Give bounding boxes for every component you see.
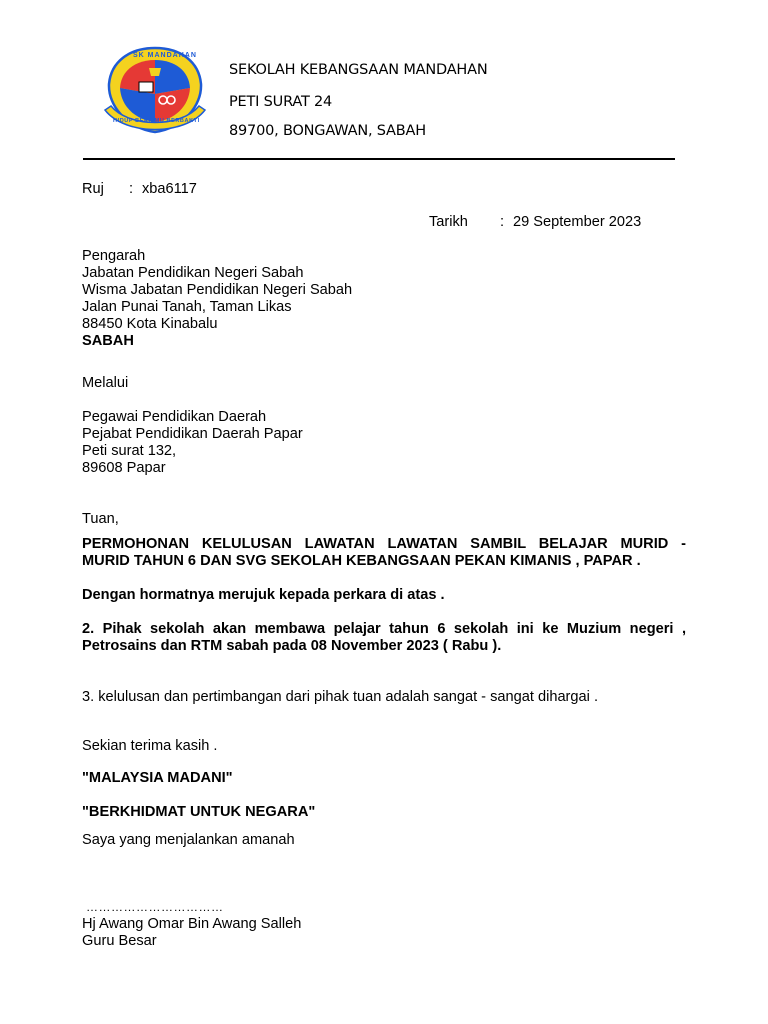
recipient-block (82, 248, 352, 350)
ref-value: xba6117 (142, 181, 197, 197)
via-line: Pejabat Pendidikan Daerah Papar (82, 426, 303, 442)
recipient-line: Pengarah (82, 248, 146, 264)
logo-text-top: SK MANDAHAN (133, 52, 197, 59)
recipient-line: 88450 Kota Kinabalu (82, 316, 218, 332)
recipient-line: Jalan Punai Tanah, Taman Likas (82, 299, 292, 315)
via-line: 89608 Papar (82, 460, 166, 476)
recipient-state: SABAH (82, 333, 134, 349)
logo-motto: HIDUP BERILMU BERBAKTI (113, 118, 200, 124)
signature-dots: …………………………… (86, 900, 224, 914)
recipient-line: Wisma Jabatan Pendidikan Negeri Sabah (82, 282, 353, 298)
via-line: Pegawai Pendidikan Daerah (82, 409, 267, 425)
ref-label: Ruj (82, 181, 104, 197)
date-value: 29 September 2023 (513, 214, 642, 230)
school-name: SEKOLAH KEBANGSAAN MANDAHAN (229, 62, 488, 78)
paragraph-2-line-2: Petrosains dan RTM sabah pada 08 November 2023 ( Rabu ). (82, 638, 502, 654)
paragraph-1: Dengan hormatnya merujuk kepada perkara di atas . (82, 587, 445, 603)
signatory-title: Guru Besar (82, 933, 157, 949)
slogan-berkhidmat: "BERKHIDMAT UNTUK NEGARA" (82, 804, 316, 820)
letterhead-divider (83, 158, 675, 160)
ref-separator: : (129, 181, 134, 197)
closing: Sekian terima kasih . (82, 738, 218, 754)
via-label: Melalui (82, 375, 129, 391)
via-line: Peti surat 132, (82, 443, 177, 459)
slogan-malaysia-madani: "MALAYSIA MADANI" (82, 770, 233, 786)
date-separator: : (500, 214, 505, 230)
signatory-name: Hj Awang Omar Bin Awang Salleh (82, 916, 302, 932)
via-block (82, 409, 303, 477)
paragraph-2-line-1: 2. Pihak sekolah akan membawa pelajar tahun 6 sekolah ini ke Muzium negeri , (82, 621, 686, 637)
trust-line: Saya yang menjalankan amanah (82, 832, 295, 848)
school-address: 89700, BONGAWAN, SABAH (229, 123, 426, 139)
recipient-line: Jabatan Pendidikan Negeri Sabah (82, 265, 304, 281)
school-po-box: PETI SURAT 24 (229, 94, 333, 110)
subject-line-2: MURID TAHUN 6 DAN SVG SEKOLAH KEBANGSAAN PEKAN KIMANIS , PAPAR . (82, 553, 641, 569)
subject-line-1: PERMOHONAN KELULUSAN LAWATAN LAWATAN SAMBIL BELAJAR MURID - (82, 536, 686, 552)
paragraph-3: 3. kelulusan dan pertimbangan dari pihak tuan adalah sangat - sangat dihargai . (82, 689, 599, 705)
salutation: Tuan, (82, 511, 119, 527)
date-label: Tarikh (429, 214, 468, 230)
school-logo (95, 44, 215, 136)
